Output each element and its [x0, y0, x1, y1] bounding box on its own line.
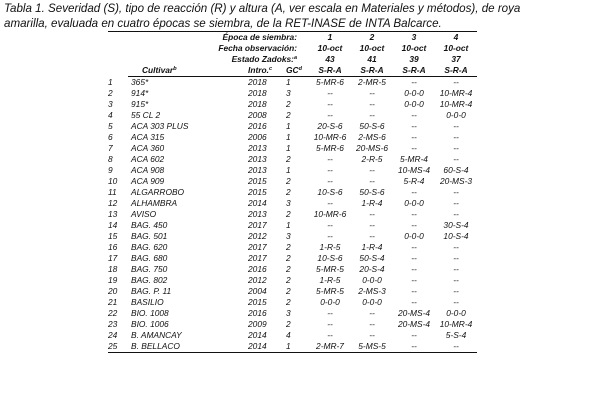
intro-year: 2004 [248, 286, 267, 296]
epoch-fecha: 10-oct [443, 43, 469, 53]
intro-year: 2009 [248, 319, 267, 329]
cultivar-name: B. BELLACO [128, 341, 245, 353]
epoca-label: Época de siembra: [128, 32, 309, 44]
cultivar-name: BAG. 680 [131, 253, 168, 263]
intro-year: 2012 [248, 231, 267, 241]
gc-value: 2 [286, 242, 291, 252]
epoch-1-value: 10-S-6 [317, 253, 343, 263]
table-row [108, 143, 477, 154]
row-number: 19 [108, 275, 118, 285]
epoch-2-value: 2-MS-6 [358, 132, 386, 142]
epoch-2-value: 50-S-6 [359, 121, 385, 131]
intro-year: 2016 [248, 121, 267, 131]
epoch-zadoks: 37 [451, 54, 461, 64]
intro-year: 2017 [248, 242, 267, 252]
intro-year: 2016 [248, 308, 267, 318]
table-row [108, 209, 477, 220]
epoch-3-value: -- [393, 341, 435, 353]
epoch-3-value: -- [411, 286, 417, 296]
epoch-4-value: -- [453, 242, 459, 252]
epoch-3-value: 20-MS-4 [397, 319, 431, 329]
epoch-3-value: -- [411, 275, 417, 285]
epoch-4-value: 10-MR-4 [439, 319, 473, 329]
epoch-2-value: 1-R-4 [361, 198, 383, 208]
gc-value: 2 [286, 253, 291, 263]
epoch-1-value: 10-MR-6 [313, 132, 347, 142]
cultivar-name: BAG. 802 [131, 275, 168, 285]
row-number: 2 [108, 88, 113, 98]
intro-year: 2013 [248, 209, 267, 219]
epoch-zadoks: 41 [367, 54, 377, 64]
epoch-sra: S-R-A [351, 65, 393, 77]
row-number: 8 [108, 154, 113, 164]
gc-value: 1 [286, 165, 291, 175]
gc-value: 3 [286, 231, 291, 241]
intro-year: 2015 [248, 176, 267, 186]
epoch-num: 3 [393, 32, 435, 44]
epoch-3-value: -- [411, 264, 417, 274]
epoch-3-value: -- [411, 187, 417, 197]
epoch-1-value: 2-MR-7 [309, 341, 351, 353]
epoch-3-value: 5-R-4 [403, 176, 425, 186]
row-number: 13 [108, 209, 118, 219]
row-number: 15 [108, 231, 118, 241]
epoch-2-value: -- [369, 319, 375, 329]
gc-value: 1 [286, 77, 291, 87]
row-number: 18 [108, 264, 118, 274]
row-number: 17 [108, 253, 118, 263]
epoch-3-value: -- [411, 220, 417, 230]
cultivar-name: BAG. 620 [131, 242, 168, 252]
table-row [108, 308, 477, 319]
gc-value: 4 [286, 330, 291, 340]
intro-year: 2015 [248, 297, 267, 307]
fecha-label: Fecha observación: [218, 43, 297, 53]
epoch-1-value: -- [327, 198, 333, 208]
epoch-2-value: -- [369, 88, 375, 98]
cultivar-name: 915* [131, 99, 149, 109]
epoch-4-value: -- [453, 198, 459, 208]
epoch-1-value: 5-MR-6 [316, 77, 344, 87]
table-row [108, 88, 477, 99]
epoch-3-value: 0-0-0 [404, 231, 424, 241]
table-row [108, 165, 477, 176]
row-number: 12 [108, 198, 118, 208]
table-row [108, 264, 477, 275]
table-caption [4, 2, 598, 31]
gc-value: 3 [286, 308, 291, 318]
intro-year: 2013 [248, 165, 267, 175]
gc-value: 1 [286, 121, 291, 131]
gc-value: 1 [286, 143, 291, 153]
epoch-2-value: -- [369, 209, 375, 219]
header-row-zadoks [108, 54, 477, 65]
epoch-4-value: 10-S-4 [443, 231, 469, 241]
epoch-4-value: 30-S-4 [443, 220, 469, 230]
epoch-3-value: -- [411, 132, 417, 142]
epoch-2-value: 2-MS-3 [358, 286, 386, 296]
epoch-3-value: -- [411, 297, 417, 307]
epoch-1-value: -- [327, 88, 333, 98]
intro-year: 2017 [248, 220, 267, 230]
intro-year: 2015 [248, 187, 267, 197]
cultivar-name: ALGARROBO [131, 187, 185, 197]
epoch-4-value: 60-S-4 [443, 165, 469, 175]
gc-value: 1 [286, 132, 291, 142]
cultivar-name: B. AMANCAY [131, 330, 182, 340]
gc-value: 2 [286, 297, 291, 307]
gc-value: 2 [286, 275, 291, 285]
epoch-1-value: 10-S-6 [317, 187, 343, 197]
cultivar-name: ACA 908 [131, 165, 165, 175]
epoch-4-value: -- [453, 264, 459, 274]
table-row [108, 187, 477, 198]
row-number: 25 [108, 341, 128, 353]
epoch-3-value: -- [411, 330, 417, 340]
epoch-4-value: -- [453, 297, 459, 307]
epoch-2-value: 0-0-0 [362, 297, 382, 307]
intro-year: 2018 [248, 88, 267, 98]
epoch-1-value: -- [327, 154, 333, 164]
epoch-fecha: 10-oct [359, 43, 385, 53]
row-number: 3 [108, 99, 113, 109]
gc-value: 2 [286, 319, 291, 329]
epoch-4-value: -- [453, 121, 459, 131]
intro-year: 2012 [248, 275, 267, 285]
row-number: 7 [108, 143, 113, 153]
epoch-4-value: -- [435, 341, 477, 353]
epoch-sra: S-R-A [309, 65, 351, 77]
epoch-sra: S-R-A [393, 65, 435, 77]
table-row [108, 242, 477, 253]
epoch-4-value: -- [453, 77, 459, 87]
epoch-1-value: 1-R-5 [319, 242, 341, 252]
gc-value: 2 [286, 110, 291, 120]
epoch-1-value: 5-MR-5 [316, 264, 344, 274]
epoch-3-value: -- [411, 209, 417, 219]
epoch-num: 1 [309, 32, 351, 44]
epoch-2-value: 2-MR-5 [358, 77, 386, 87]
gc-value: 3 [286, 88, 291, 98]
caption-line-2: amarilla, evaluada en cuatro épocas se siembra, de la RET-INASE de INTA Balcarce. [4, 16, 442, 30]
epoch-4-value: 0-0-0 [446, 308, 466, 318]
row-number: 14 [108, 220, 118, 230]
intro-year: 2008 [248, 110, 267, 120]
gc-value: 1 [283, 341, 309, 353]
epoch-3-value: 20-MS-4 [397, 308, 431, 318]
epoch-2-value: 0-0-0 [362, 275, 382, 285]
cultivar-name: ACA 909 [131, 176, 165, 186]
epoch-1-value: -- [327, 176, 333, 186]
epoch-3-value: 0-0-0 [404, 198, 424, 208]
epoch-2-value: 2-R-5 [361, 154, 383, 164]
gc-value: 2 [286, 176, 291, 186]
row-number: 1 [108, 76, 113, 87]
row-number: 23 [108, 319, 118, 329]
gc-header: $GC^d$ [283, 65, 309, 77]
table-row [108, 110, 477, 121]
epoch-2-value: -- [369, 176, 375, 186]
epoch-1-value: 1-R-5 [319, 275, 341, 285]
cultivar-name: ACA 360 [131, 143, 165, 153]
epoch-4-value: 0-0-0 [446, 110, 466, 120]
epoch-fecha: 10-oct [317, 43, 343, 53]
cultivar-name: BAG. 501 [131, 231, 168, 241]
epoch-1-value: 5-MR-5 [316, 286, 344, 296]
epoch-2-value: -- [369, 308, 375, 318]
epoch-2-value: 20-MS-6 [355, 143, 389, 153]
cultivar-name: BAG. 750 [131, 264, 168, 274]
row-number: 10 [108, 176, 118, 186]
gc-value: 2 [286, 99, 291, 109]
epoch-2-value: 1-R-4 [361, 242, 383, 252]
epoch-1-value: 20-S-6 [317, 121, 343, 131]
intro-year: 2013 [248, 143, 267, 153]
cultivar-name: 914* [131, 88, 149, 98]
estado-zadoks-label: Estado Zadoks:$^a$ [231, 54, 297, 64]
cultivar-name: ALHAMBRA [131, 198, 178, 208]
cultivar-name: BIO. 1006 [131, 319, 169, 329]
epoch-1-value: -- [327, 308, 333, 318]
table-row [108, 99, 477, 110]
table-row [108, 77, 477, 89]
table-row [108, 176, 477, 187]
epoch-4-value: 10-MR-4 [439, 88, 473, 98]
epoch-2-value: -- [369, 99, 375, 109]
epoch-1-value: -- [327, 110, 333, 120]
epoch-3-value: -- [411, 77, 417, 87]
intro-year: 2013 [248, 154, 267, 164]
epoch-3-value: -- [411, 242, 417, 252]
epoch-2-value: -- [369, 165, 375, 175]
gc-value: 2 [286, 286, 291, 296]
table-row [108, 297, 477, 308]
epoch-3-value: 0-0-0 [404, 88, 424, 98]
epoch-3-value: 5-MR-4 [400, 154, 428, 164]
epoch-4-value: 10-MR-4 [439, 99, 473, 109]
table-row [108, 231, 477, 242]
epoch-1-value: -- [327, 220, 333, 230]
epoch-3-value: -- [411, 143, 417, 153]
intro-year: 2006 [248, 132, 267, 142]
header-row-epoca [108, 32, 477, 44]
epoch-zadoks: 43 [325, 54, 335, 64]
epoch-4-value: -- [453, 143, 459, 153]
epoch-4-value: -- [453, 132, 459, 142]
epoch-2-value: -- [369, 231, 375, 241]
epoch-1-value: 0-0-0 [320, 297, 340, 307]
intro-year: 2014 [248, 330, 267, 340]
epoch-4-value: 5-S-4 [445, 330, 467, 340]
table-row [108, 286, 477, 297]
row-number: 9 [108, 165, 113, 175]
epoch-4-value: -- [453, 187, 459, 197]
caption-line-1: Tabla 1. Severidad (S), tipo de reacción (R) y altura (A, ver escala en Materiales y métodos), de roya [4, 2, 521, 15]
gc-value: 3 [286, 198, 291, 208]
epoch-2-value: 50-S-4 [359, 253, 385, 263]
intro-year: 2016 [248, 264, 267, 274]
row-number: 6 [108, 132, 113, 142]
intro-year: 2014 [245, 341, 283, 353]
epoch-3-value: -- [411, 110, 417, 120]
table-body [108, 77, 477, 353]
epoch-3-value: 0-0-0 [404, 99, 424, 109]
table-row [108, 253, 477, 264]
gc-value: 2 [286, 187, 291, 197]
epoch-2-value: -- [369, 220, 375, 230]
cultivar-name: BAG. P. 11 [131, 286, 172, 296]
intro-year: 2014 [248, 198, 267, 208]
row-number: 22 [108, 308, 118, 318]
epoch-4-value: -- [453, 275, 459, 285]
intro-year: 2018 [248, 77, 267, 87]
cultivar-name: BASILIO [131, 297, 164, 307]
row-number: 16 [108, 242, 118, 252]
row-number: 21 [108, 297, 118, 307]
row-number: 4 [108, 110, 113, 120]
table-row [108, 330, 477, 341]
cultivar-name: 55 CL 2 [131, 110, 161, 120]
gc-value: 2 [286, 264, 291, 274]
epoch-1-value: 10-MR-6 [313, 209, 347, 219]
epoch-num: 2 [351, 32, 393, 44]
cultivar-name: 365* [131, 77, 149, 87]
header-row-fecha [108, 43, 477, 54]
epoch-4-value: 20-MS-3 [439, 176, 473, 186]
row-number: 11 [108, 187, 117, 197]
cultivar-header: Cultivar$^b$ [128, 65, 245, 77]
epoch-4-value: -- [453, 154, 459, 164]
intro-header: Intro.$^c$ [245, 65, 283, 77]
row-number: 5 [108, 121, 113, 131]
cultivar-name: BAG. 450 [131, 220, 168, 230]
gc-value: 2 [286, 209, 291, 219]
cultivar-name: ACA 602 [131, 154, 165, 164]
gc-value: 2 [286, 154, 291, 164]
table-row [108, 319, 477, 330]
epoch-1-value: -- [327, 99, 333, 109]
table-row [108, 154, 477, 165]
cultivar-name: ACA 303 PLUS [131, 121, 189, 131]
cultivar-name: BIO. 1008 [131, 308, 169, 318]
header-row-columns [108, 65, 477, 77]
epoch-4-value: -- [453, 253, 459, 263]
table-row [108, 121, 477, 132]
epoch-fecha: 10-oct [401, 43, 427, 53]
table-row [108, 220, 477, 231]
table-row [108, 198, 477, 209]
epoch-sra: S-R-A [435, 65, 477, 77]
epoch-2-value: -- [369, 110, 375, 120]
epoch-1-value: -- [327, 231, 333, 241]
table-row [108, 275, 477, 286]
epoch-1-value: -- [327, 319, 333, 329]
epoch-1-value: -- [327, 165, 333, 175]
cultivar-name: AVISO [131, 209, 157, 219]
epoch-2-value: -- [369, 330, 375, 340]
epoch-2-value: 50-S-6 [359, 187, 385, 197]
epoch-zadoks: 39 [409, 54, 419, 64]
epoch-3-value: 10-MS-4 [397, 165, 431, 175]
rust-severity-table [108, 31, 477, 353]
epoch-num: 4 [435, 32, 477, 44]
epoch-4-value: -- [453, 209, 459, 219]
table-row [108, 132, 477, 143]
gc-value: 1 [286, 220, 291, 230]
table-row [108, 341, 477, 353]
cultivar-name: ACA 315 [131, 132, 165, 142]
intro-year: 2018 [248, 99, 267, 109]
epoch-3-value: -- [411, 253, 417, 263]
row-number: 20 [108, 286, 118, 296]
epoch-2-value: 20-S-4 [359, 264, 385, 274]
epoch-4-value: -- [453, 286, 459, 296]
epoch-1-value: 5-MR-6 [316, 143, 344, 153]
epoch-3-value: -- [411, 121, 417, 131]
intro-year: 2017 [248, 253, 267, 263]
epoch-2-value: 5-MS-5 [351, 341, 393, 353]
epoch-1-value: -- [327, 330, 333, 340]
row-number: 24 [108, 330, 118, 340]
